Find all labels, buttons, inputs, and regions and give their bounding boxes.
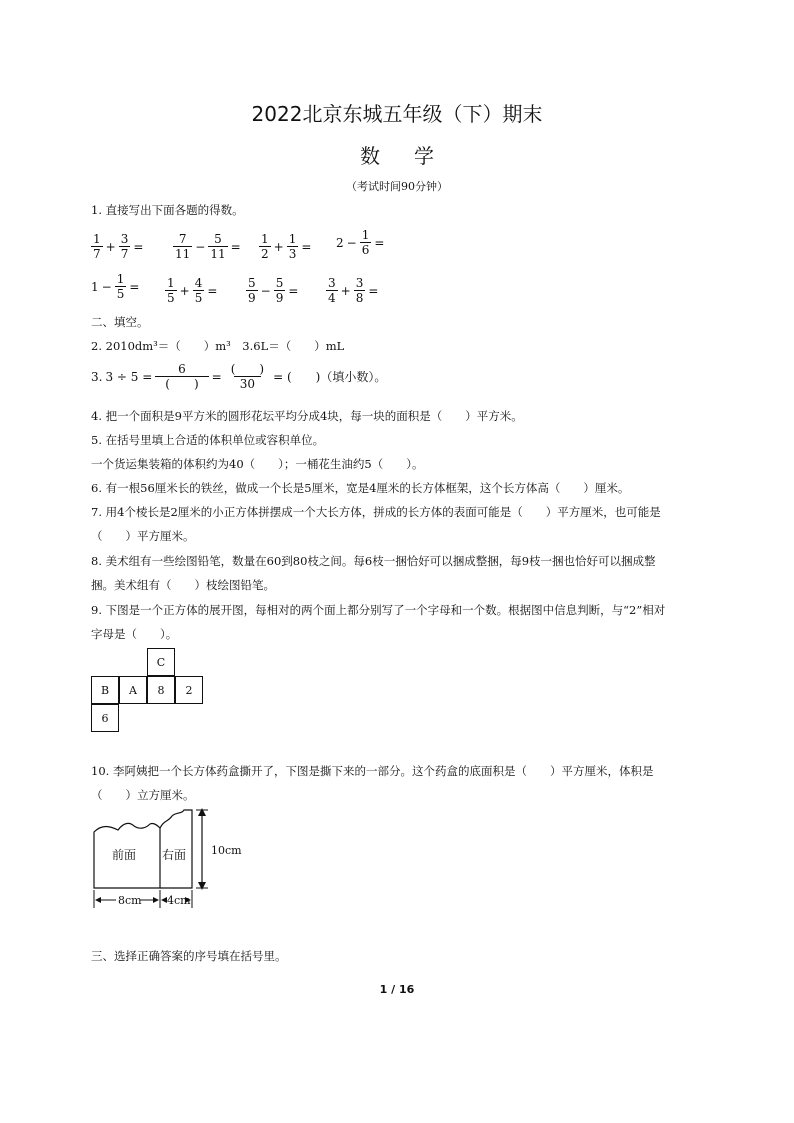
question-5-intro: 5. 在括号里填上合适的体积单位或容积单位。 <box>91 433 325 447</box>
net-face-a: A <box>119 676 147 704</box>
page-number: 1 / 16 <box>379 983 415 996</box>
question-10-line-1: 10. 李阿姨把一个长方体药盒撕开了，下图是撕下来的一部分。这个药盒的底面积是（ ）平方厘米，体积是 <box>91 764 654 778</box>
net-face-c: C <box>147 648 175 676</box>
subject-heading: 数学 <box>360 144 468 168</box>
question-8-line-2: 捆。美术组有（ ）枝绘图铅笔。 <box>91 578 275 592</box>
question-3: 3. 3 ÷ 5 = $\frac{6}{( )}$ = $\frac{( )}{30}$ = ( )（填小数）。 <box>91 362 387 391</box>
question-9-line-1: 9. 下图是一个正方体的展开图，每相对的两个面上都分别写了一个字母和一个数。根据图中信息判断，与“2”相对 <box>91 603 666 617</box>
question-1-text: 1. 直接写出下面各题的得数。 <box>91 203 244 217</box>
net-face-2: 2 <box>175 676 203 704</box>
net-face-6: 6 <box>91 704 119 732</box>
q1-item-5: 1 − $\frac{1}{5}$ = <box>91 272 140 301</box>
section-3-heading: 三、选择正确答案的序号填在括号里。 <box>91 949 287 963</box>
question-2: 2. 2010dm³＝（ ）m³ 3.6L＝（ ）mL <box>91 339 345 353</box>
length-label: 8cm <box>118 894 142 907</box>
exam-time-note: （考试时间90分钟） <box>346 180 448 193</box>
question-4: 4. 把一个面积是9平方米的圆形花坛平均分成4块，每一块的面积是（ ）平方米。 <box>91 409 523 423</box>
section-2-heading: 二、填空。 <box>91 315 149 329</box>
question-7-line-1: 7. 用4个棱长是2厘米的小正方体拼摆成一个大长方体，拼成的长方体的表面可能是（ ）平方厘米，也可能是 <box>91 505 661 519</box>
net-face-8: 8 <box>147 676 175 704</box>
net-face-b: B <box>91 676 119 704</box>
q1-row-1 <box>91 228 143 261</box>
height-label: 10cm <box>211 844 242 857</box>
question-9-line-2: 字母是（ ）。 <box>91 627 178 641</box>
q1-item-6: $\frac{1}{5}$ + $\frac{4}{5}$ = <box>167 276 218 305</box>
q1-item-4: 2 − $\frac{1}{6}$ = <box>336 228 385 257</box>
front-face-label: 前面 <box>112 848 137 862</box>
question-10-line-2: （ ）立方厘米。 <box>91 788 195 802</box>
q1-item-3: $\frac{1}{2}$ + $\frac{1}{3}$ = <box>261 232 312 261</box>
right-face-label: 右面 <box>162 848 187 862</box>
q1-item-2: $\frac{7}{11}$ − $\frac{5}{11}$ = <box>175 232 241 261</box>
question-7-line-2: （ ）平方厘米。 <box>91 529 195 543</box>
q1-item-8: $\frac{3}{4}$ + $\frac{3}{8}$ = <box>328 276 379 305</box>
question-5-body: 一个货运集装箱的体积约为40（ ）；一桶花生油约5（ ）。 <box>91 457 424 471</box>
question-6: 6. 有一根56厘米长的铁丝，做成一个长是5厘米，宽是4厘米的长方体框架，这个长方体高（ ）厘米。 <box>91 481 630 495</box>
question-8-line-1: 8. 美术组有一些绘图铅笔，数量在60到80枝之间。每6枝一捆恰好可以捆成整捆，每9枝一捆也恰好可以捆成整 <box>91 554 656 568</box>
q1-item-1: $\frac{1}{7}$ + $\frac{3}{7}$ = <box>93 232 144 261</box>
page-title: 2022北京东城五年级（下）期末 <box>251 102 543 126</box>
q1-item-7: $\frac{5}{9}$ − $\frac{5}{9}$ = <box>248 276 299 305</box>
width-label: 4cm <box>167 894 191 907</box>
